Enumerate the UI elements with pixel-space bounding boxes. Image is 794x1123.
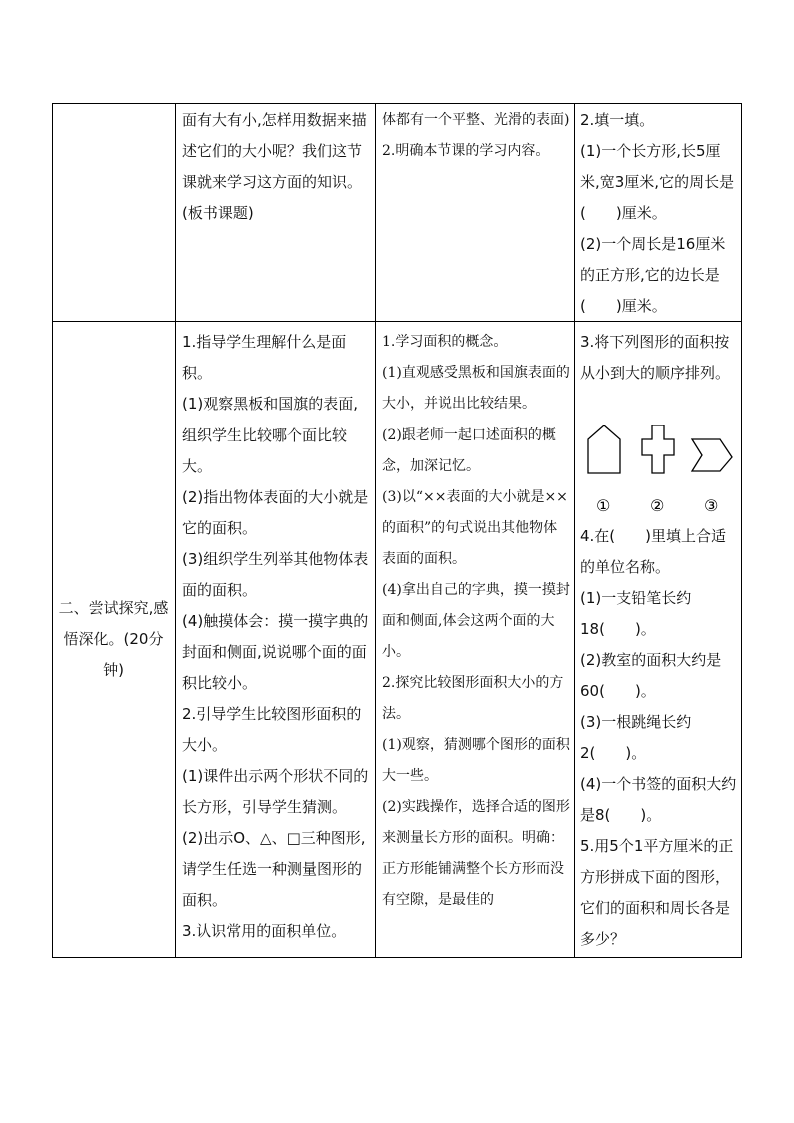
exercise-text: 3.将下列图形的面积按从小到大的顺序排列。 <box>580 333 731 382</box>
student-text: (2)实践操作，选择合适的图形来测量长方形的面积。明确：正方形能铺满整个长方形而没有空隙，是最佳的 <box>382 799 570 908</box>
table-border-top <box>52 103 742 104</box>
student-text: (3)以“××表面的大小就是××的面积”的句式说出其他物体表面的面积。 <box>382 489 568 567</box>
teacher-text: 面有大有小,怎样用数据来描述它们的大小呢？我们这节课就来学习这方面的知识。(板书课题) <box>182 111 367 222</box>
exercise-text: (1)一个长方形,长5厘米,宽3厘米,它的周长是( )厘米。 <box>580 142 735 222</box>
stage-cell <box>52 321 175 958</box>
lesson-plan-table <box>52 103 742 958</box>
student-text: (2)跟老师一起口述面积的概念，加深记忆。 <box>382 427 556 474</box>
row1-exercise-cell <box>580 105 740 322</box>
column-divider <box>175 103 176 958</box>
teacher-text: (3)组织学生列举其他物体表面的面积。 <box>182 550 369 599</box>
teacher-text: (2)出示O、△、□三种图形,请学生任选一种测量图形的面积。 <box>182 829 366 909</box>
shape-label-3: ③ <box>704 496 719 515</box>
teacher-text: 2.引导学生比较图形面积的大小。 <box>182 705 362 754</box>
exercise-text: (2)教室的面积大约是60( )。 <box>580 651 722 700</box>
teacher-text: (1)观察黑板和国旗的表面,组织学生比较哪个面比较大。 <box>182 395 359 475</box>
cross-shape <box>642 425 674 473</box>
row1-student-cell <box>382 105 570 167</box>
exercise-text: (2)一个周长是16厘米的正方形,它的边长是( )厘米。 <box>580 235 726 315</box>
teacher-text: (1)课件出示两个形状不同的长方形，引导学生猜测。 <box>182 767 369 816</box>
teacher-text: (4)触摸体会：摸一摸字典的封面和侧面,说说哪个面的面积比较小。 <box>182 612 369 692</box>
stage-title: 二、尝试探究,感悟深化。(20分钟) <box>58 599 169 679</box>
shape-label-1: ① <box>596 496 611 515</box>
row2-exercise-b <box>580 521 740 955</box>
row2-teacher-cell <box>182 327 372 947</box>
student-text: (1)观察，猜测哪个图形的面积大一些。 <box>382 737 570 784</box>
student-text: 1.学习面积的概念。 <box>382 334 508 350</box>
exercise-text: 2.填一填。 <box>580 111 655 129</box>
teacher-text: 3.认识常用的面积单位。 <box>182 922 347 940</box>
exercise-text: (3)一根跳绳长约2( )。 <box>580 713 692 762</box>
pentagon-shape <box>588 425 620 473</box>
student-text: 2.明确本节课的学习内容。 <box>382 143 550 159</box>
student-text: 体都有一个平整、光滑的表面) <box>382 112 570 128</box>
row2-exercise-a <box>580 327 740 389</box>
exercise-text: (1)一支铅笔长约18( )。 <box>580 589 692 638</box>
teacher-text: (2)指出物体表面的大小就是它的面积。 <box>182 488 369 537</box>
shape-label-2: ② <box>650 496 665 515</box>
student-text: (4)拿出自己的字典，摸一摸封面和侧面,体会这两个面的大小。 <box>382 582 570 660</box>
exercise-text: 5.用5个1平方厘米的正方形拼成下面的图形，它们的面积和周长各是多少？ <box>580 837 734 948</box>
row2-student-cell <box>382 327 570 916</box>
shapes-figure <box>580 425 740 515</box>
row1-teacher-cell <box>182 105 372 229</box>
student-text: 2.探究比较图形面积大小的方法。 <box>382 675 564 722</box>
table-border-right <box>741 103 742 958</box>
arrow-shape <box>692 439 732 471</box>
exercise-text: 4.在( )里填上合适的单位名称。 <box>580 527 727 576</box>
column-divider <box>375 103 376 958</box>
column-divider <box>574 103 575 958</box>
student-text: (1)直观感受黑板和国旗表面的大小，并说出比较结果。 <box>382 365 570 412</box>
exercise-text: (4)一个书签的面积大约是8( )。 <box>580 775 737 824</box>
teacher-text: 1.指导学生理解什么是面积。 <box>182 333 347 382</box>
